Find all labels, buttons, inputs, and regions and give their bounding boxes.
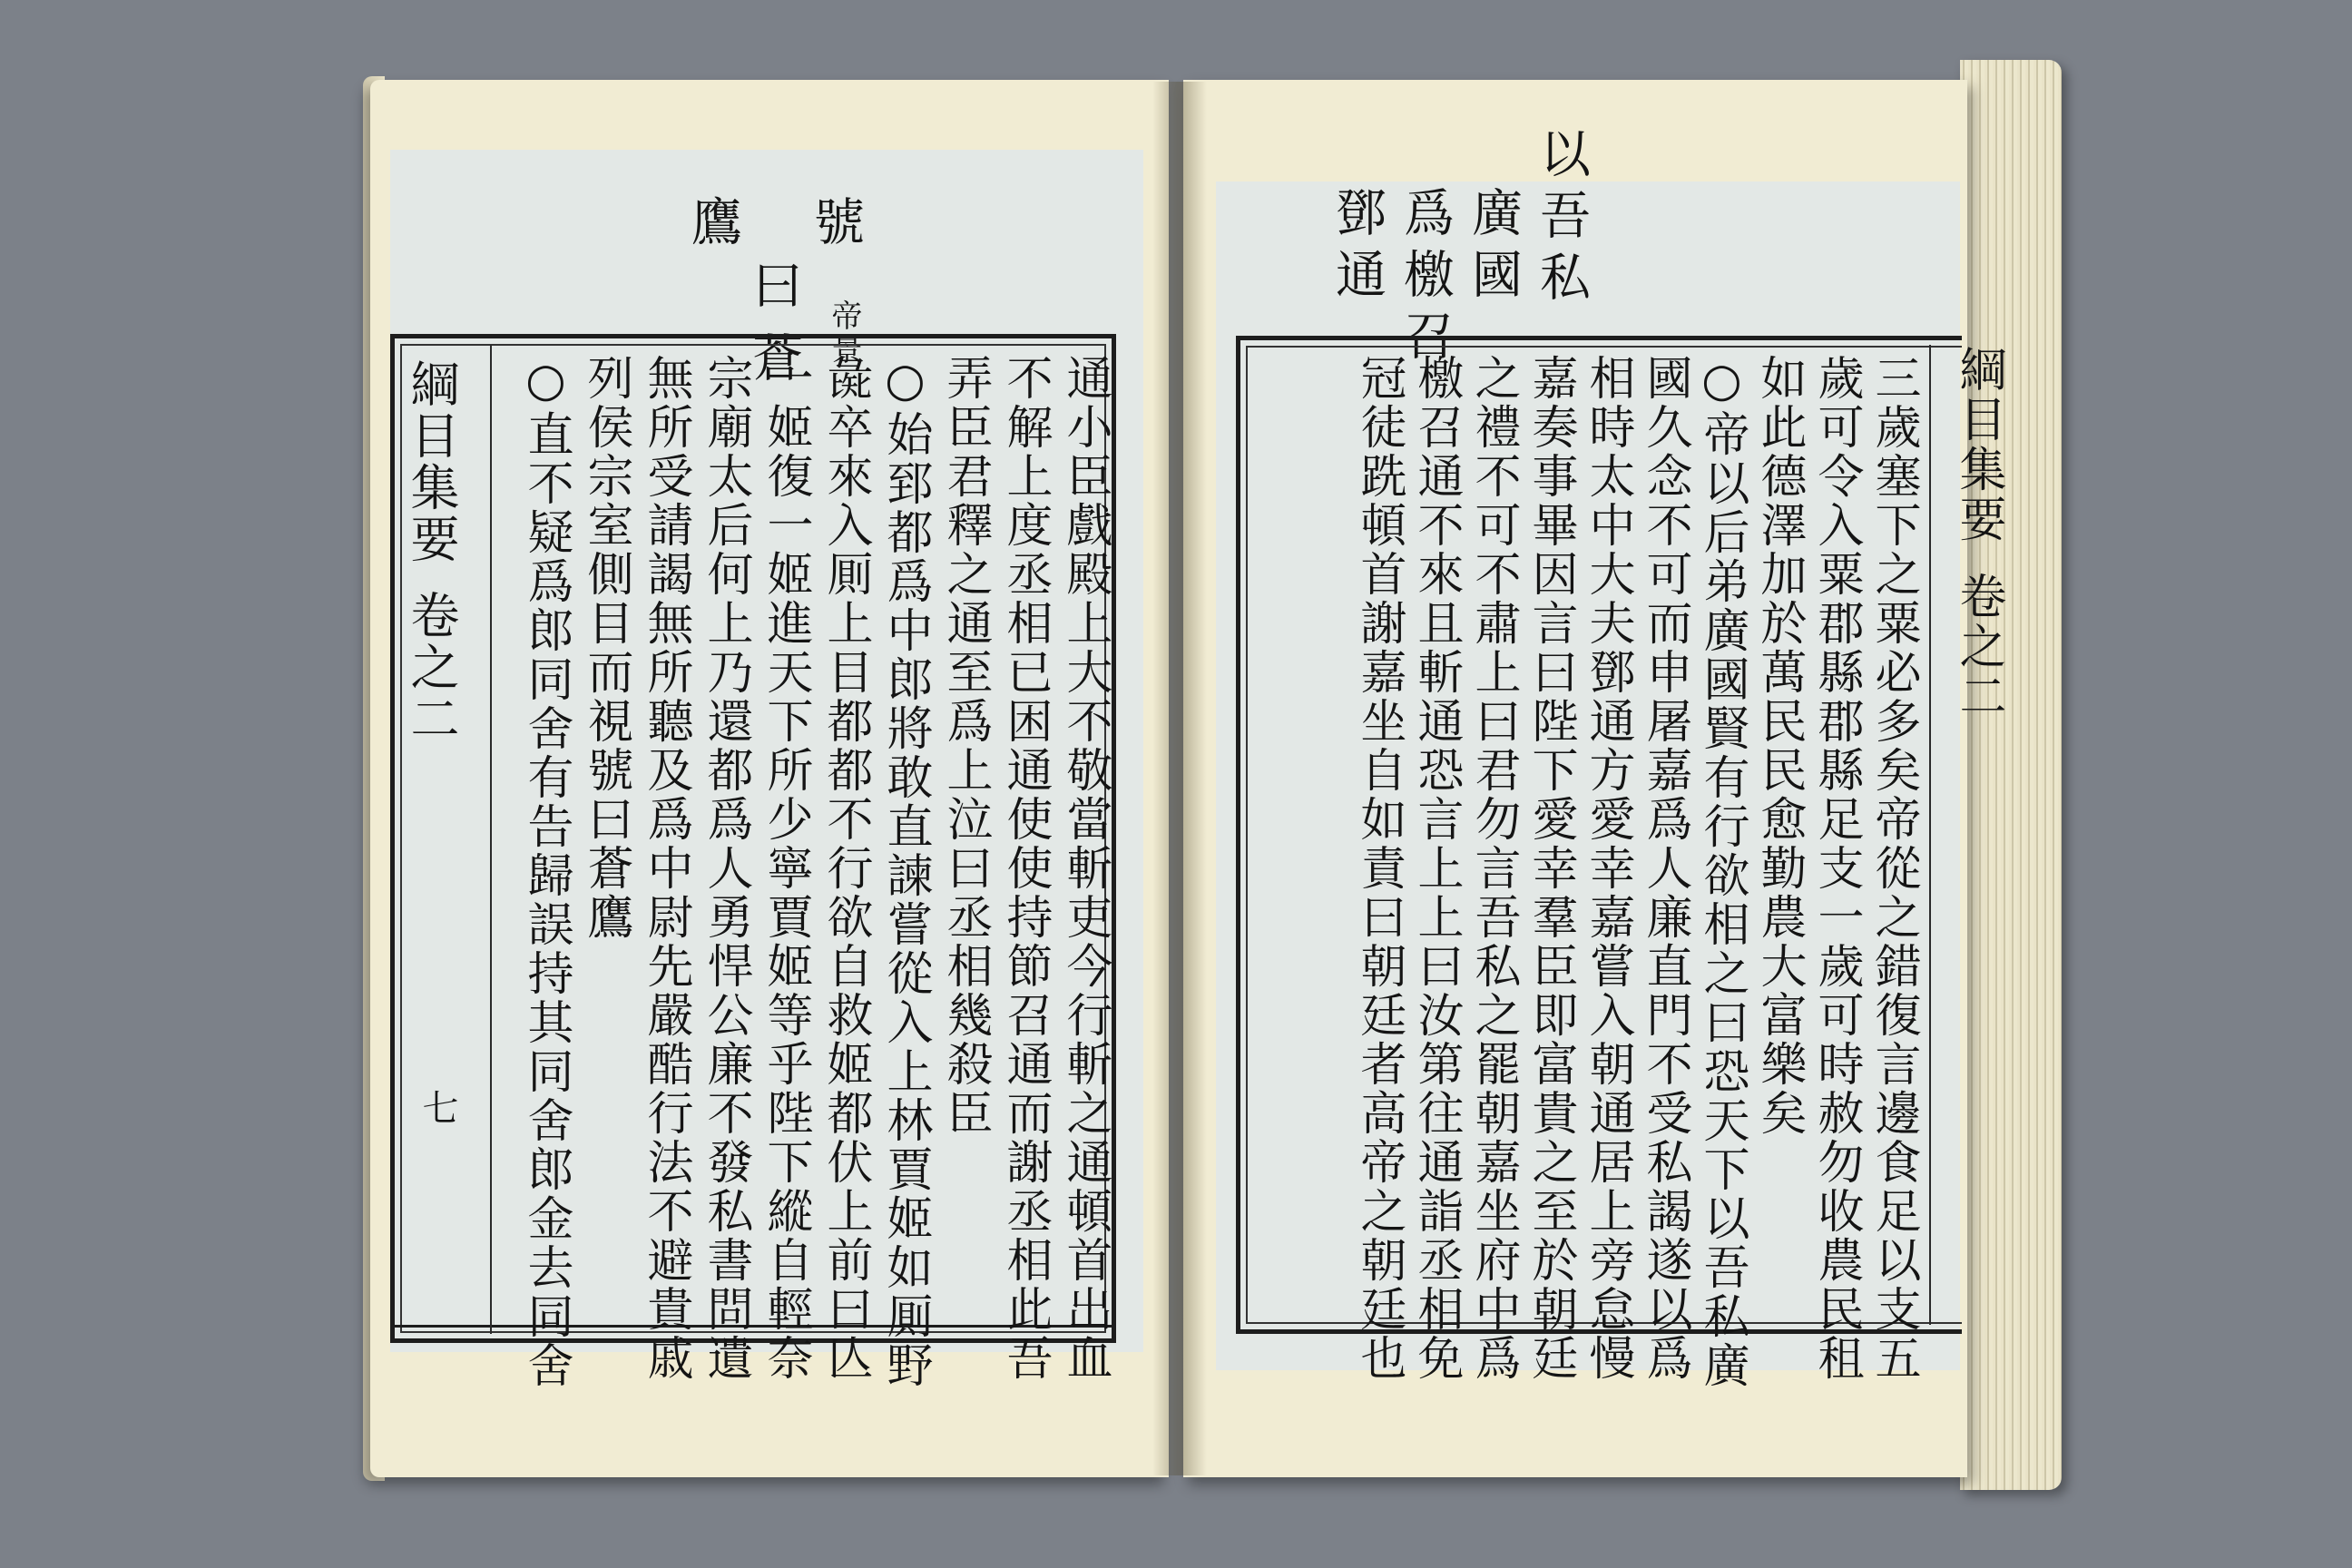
left-text-column-5: 彘卒來入厠上目都都不行欲自救姬都伏上前曰亾 — [818, 354, 872, 1383]
left-text-column-6: 一姬復一姬進天下所少寧賈姬等乎陛下縱自輕奈 — [759, 354, 812, 1383]
margin-note-emperor: 帝景 — [826, 299, 862, 367]
book-gutter — [1152, 82, 1207, 1475]
margin-note-2: 廣國 — [1464, 186, 1523, 309]
left-volume-label: 卷之二 — [403, 590, 460, 745]
right-block-rule — [1929, 345, 1931, 1325]
margin-note-3: 爲檄召 — [1396, 186, 1455, 371]
page-stack — [1960, 60, 2062, 1490]
right-text-column-8: 之禮不可不肅上曰君勿言吾私之罷朝嘉坐府中爲 — [1466, 354, 1520, 1383]
margin-note-ying: 鷹 — [683, 195, 742, 268]
left-block-title: 綱目集要 — [403, 358, 460, 565]
margin-note-yue-cang: 曰蒼 — [744, 259, 803, 404]
left-text-column-3: 弄臣君釋之通至爲上泣曰丞相幾殺臣 — [938, 354, 992, 1138]
right-block-title: 綱目集要 — [1951, 345, 2005, 544]
right-text-column-10: 冠徒跣頓首謝嘉坐自如責曰朝廷者高帝之朝廷也 — [1352, 354, 1406, 1383]
left-text-column-1: 通小臣戲殿上大不敬當斬吏今行斬之通頓首出血 — [1058, 354, 1112, 1383]
folio-number: 七 — [416, 1089, 458, 1128]
right-text-column-4: ○帝以后弟廣國賢有行欲相之曰恐天下以吾私廣 — [1695, 354, 1749, 1390]
right-volume-label: 卷之二 — [1951, 572, 2005, 721]
right-text-column-6: 相時太中大夫鄧通方愛幸嘉嘗入朝通居上旁怠慢 — [1581, 354, 1634, 1383]
left-block-rule — [490, 345, 492, 1334]
left-text-column-4: ○始郅都爲中郎將敢直諫嘗從入上林賈姬如厠野 — [878, 354, 932, 1390]
margin-note-hao: 號 — [806, 195, 865, 268]
left-text-column-7: 宗廟太后何上乃還都爲人勇悍公廉不發私書問遺 — [699, 354, 752, 1383]
left-text-column-10: ○直不疑爲郎同舍有告歸誤持其同舍郎金去同舍 — [519, 354, 573, 1390]
right-text-column-3: 如此德澤加於萬民民愈勤農大富樂矣 — [1752, 354, 1806, 1138]
right-text-column-7: 嘉奏事畢因言曰陛下愛幸羣臣即富貴之至於朝廷 — [1524, 354, 1577, 1383]
left-text-column-9: 列侯宗室側目而視號曰蒼鷹 — [579, 354, 632, 942]
right-text-column-5: 國久念不可而申屠嘉爲人廉直門不受私謁遂以爲 — [1638, 354, 1691, 1383]
right-text-column-9: 檄召通不來且斬通恐言上上曰汝第往通詣丞相免 — [1409, 354, 1463, 1383]
margin-note-4: 鄧通 — [1328, 186, 1387, 309]
left-text-column-2: 不解上度丞相已困通使使持節召通而謝丞相此吾 — [998, 354, 1052, 1383]
margin-note-1: 以吾私 — [1532, 127, 1591, 312]
left-text-column-8: 無所受請謁無所聽及爲中尉先嚴酷行法不避貴戚 — [639, 354, 692, 1383]
right-text-column-1: 三歲塞下之粟必多矣帝從之錯復言邊食足以支五 — [1867, 354, 1920, 1383]
right-text-column-2: 歲可令入粟郡縣郡縣足支一歲可時赦勿收農民租 — [1809, 354, 1863, 1383]
